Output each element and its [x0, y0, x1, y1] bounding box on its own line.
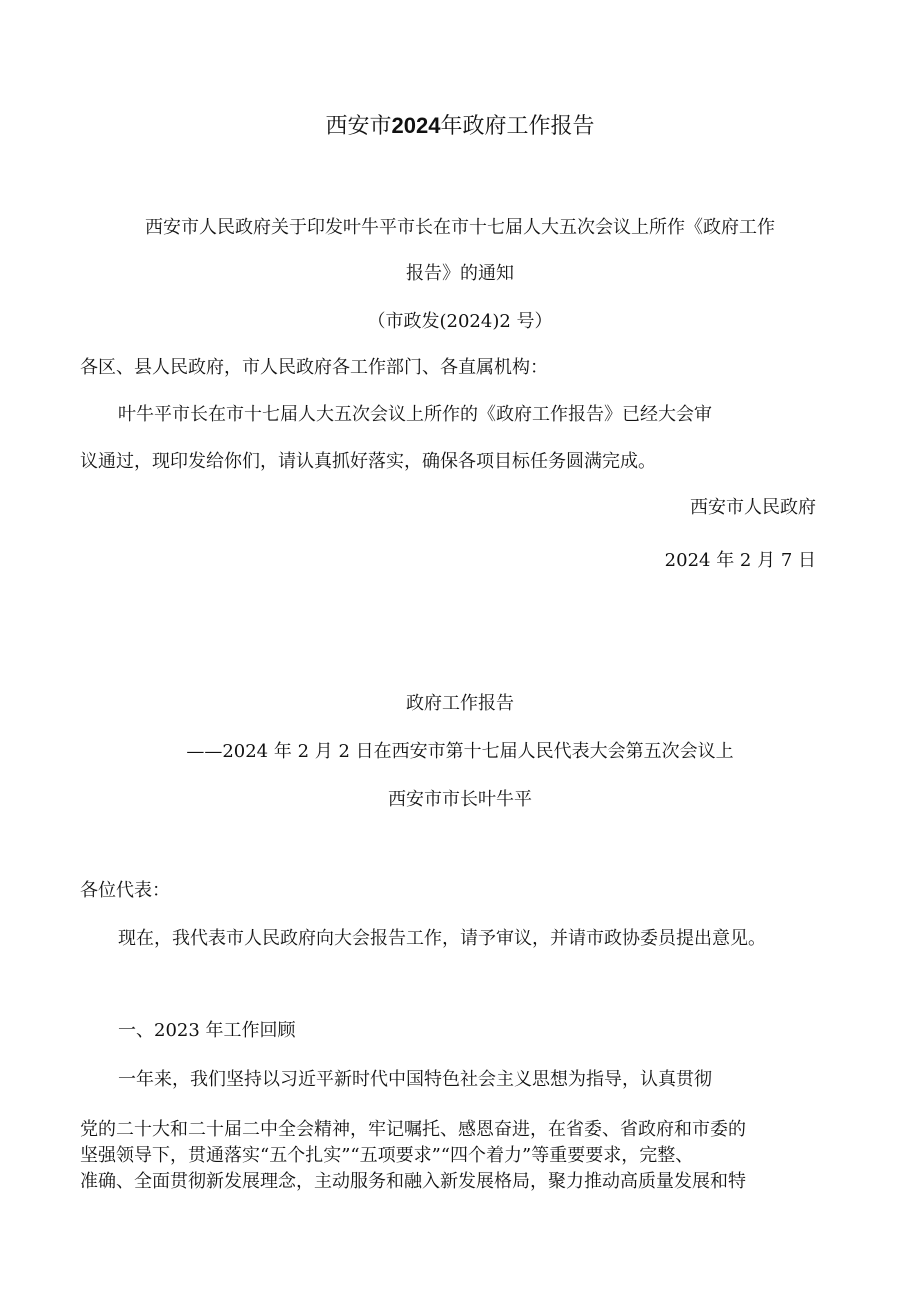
opening-paragraph: 现在，我代表市人民政府向大会报告工作，请予审议，并请市政协委员提出意见。 [118, 928, 766, 949]
issuer: 西安市人民政府 [690, 497, 816, 518]
notice-body-line-1: 叶牛平市长在市十七届人大五次会议上所作的《政府工作报告》已经大会审 [118, 404, 712, 425]
notice-title-line-1: 西安市人民政府关于印发叶牛平市长在市十七届人大五次会议上所作《政府工作 [145, 217, 775, 238]
paragraph-1-line-3: 坚强领导下，贯通落实“五个扎实”“五项要求”“四个着力”等重要要求，完整、 [80, 1145, 694, 1166]
report-author: 西安市市长叶牛平 [388, 789, 532, 810]
salutation: 各位代表： [80, 880, 170, 901]
issue-date: 2024 年 2 月 7 日 [664, 550, 816, 571]
paragraph-1-line-2: 党的二十大和二十届二中全会精神，牢记嘱托、感恩奋进，在省委、省政府和市委的 [80, 1119, 746, 1140]
section-1-heading: 一、2023 年工作回顾 [118, 1020, 296, 1041]
paragraph-1-line-4: 准确、全面贯彻新发展理念，主动服务和融入新发展格局，聚力推动高质量发展和特 [80, 1171, 746, 1192]
notice-title-line-2: 报告》的通知 [406, 263, 514, 284]
report-subtitle: ——2024 年 2 月 2 日在西安市第十七届人民代表大会第五次会议上 [186, 741, 734, 762]
paragraph-1-line-1: 一年来，我们坚持以习近平新时代中国特色社会主义思想为指导，认真贯彻 [118, 1069, 712, 1090]
document-title: 西安市2024年政府工作报告 [325, 113, 595, 139]
notice-body-line-2: 议通过，现印发给你们，请认真抓好落实，确保各项目标任务圆满完成。 [80, 451, 656, 472]
report-title: 政府工作报告 [406, 693, 514, 714]
document-number: （市政发(2024)2 号） [367, 311, 553, 332]
addressees: 各区、县人民政府，市人民政府各工作部门、各直属机构： [80, 357, 548, 378]
